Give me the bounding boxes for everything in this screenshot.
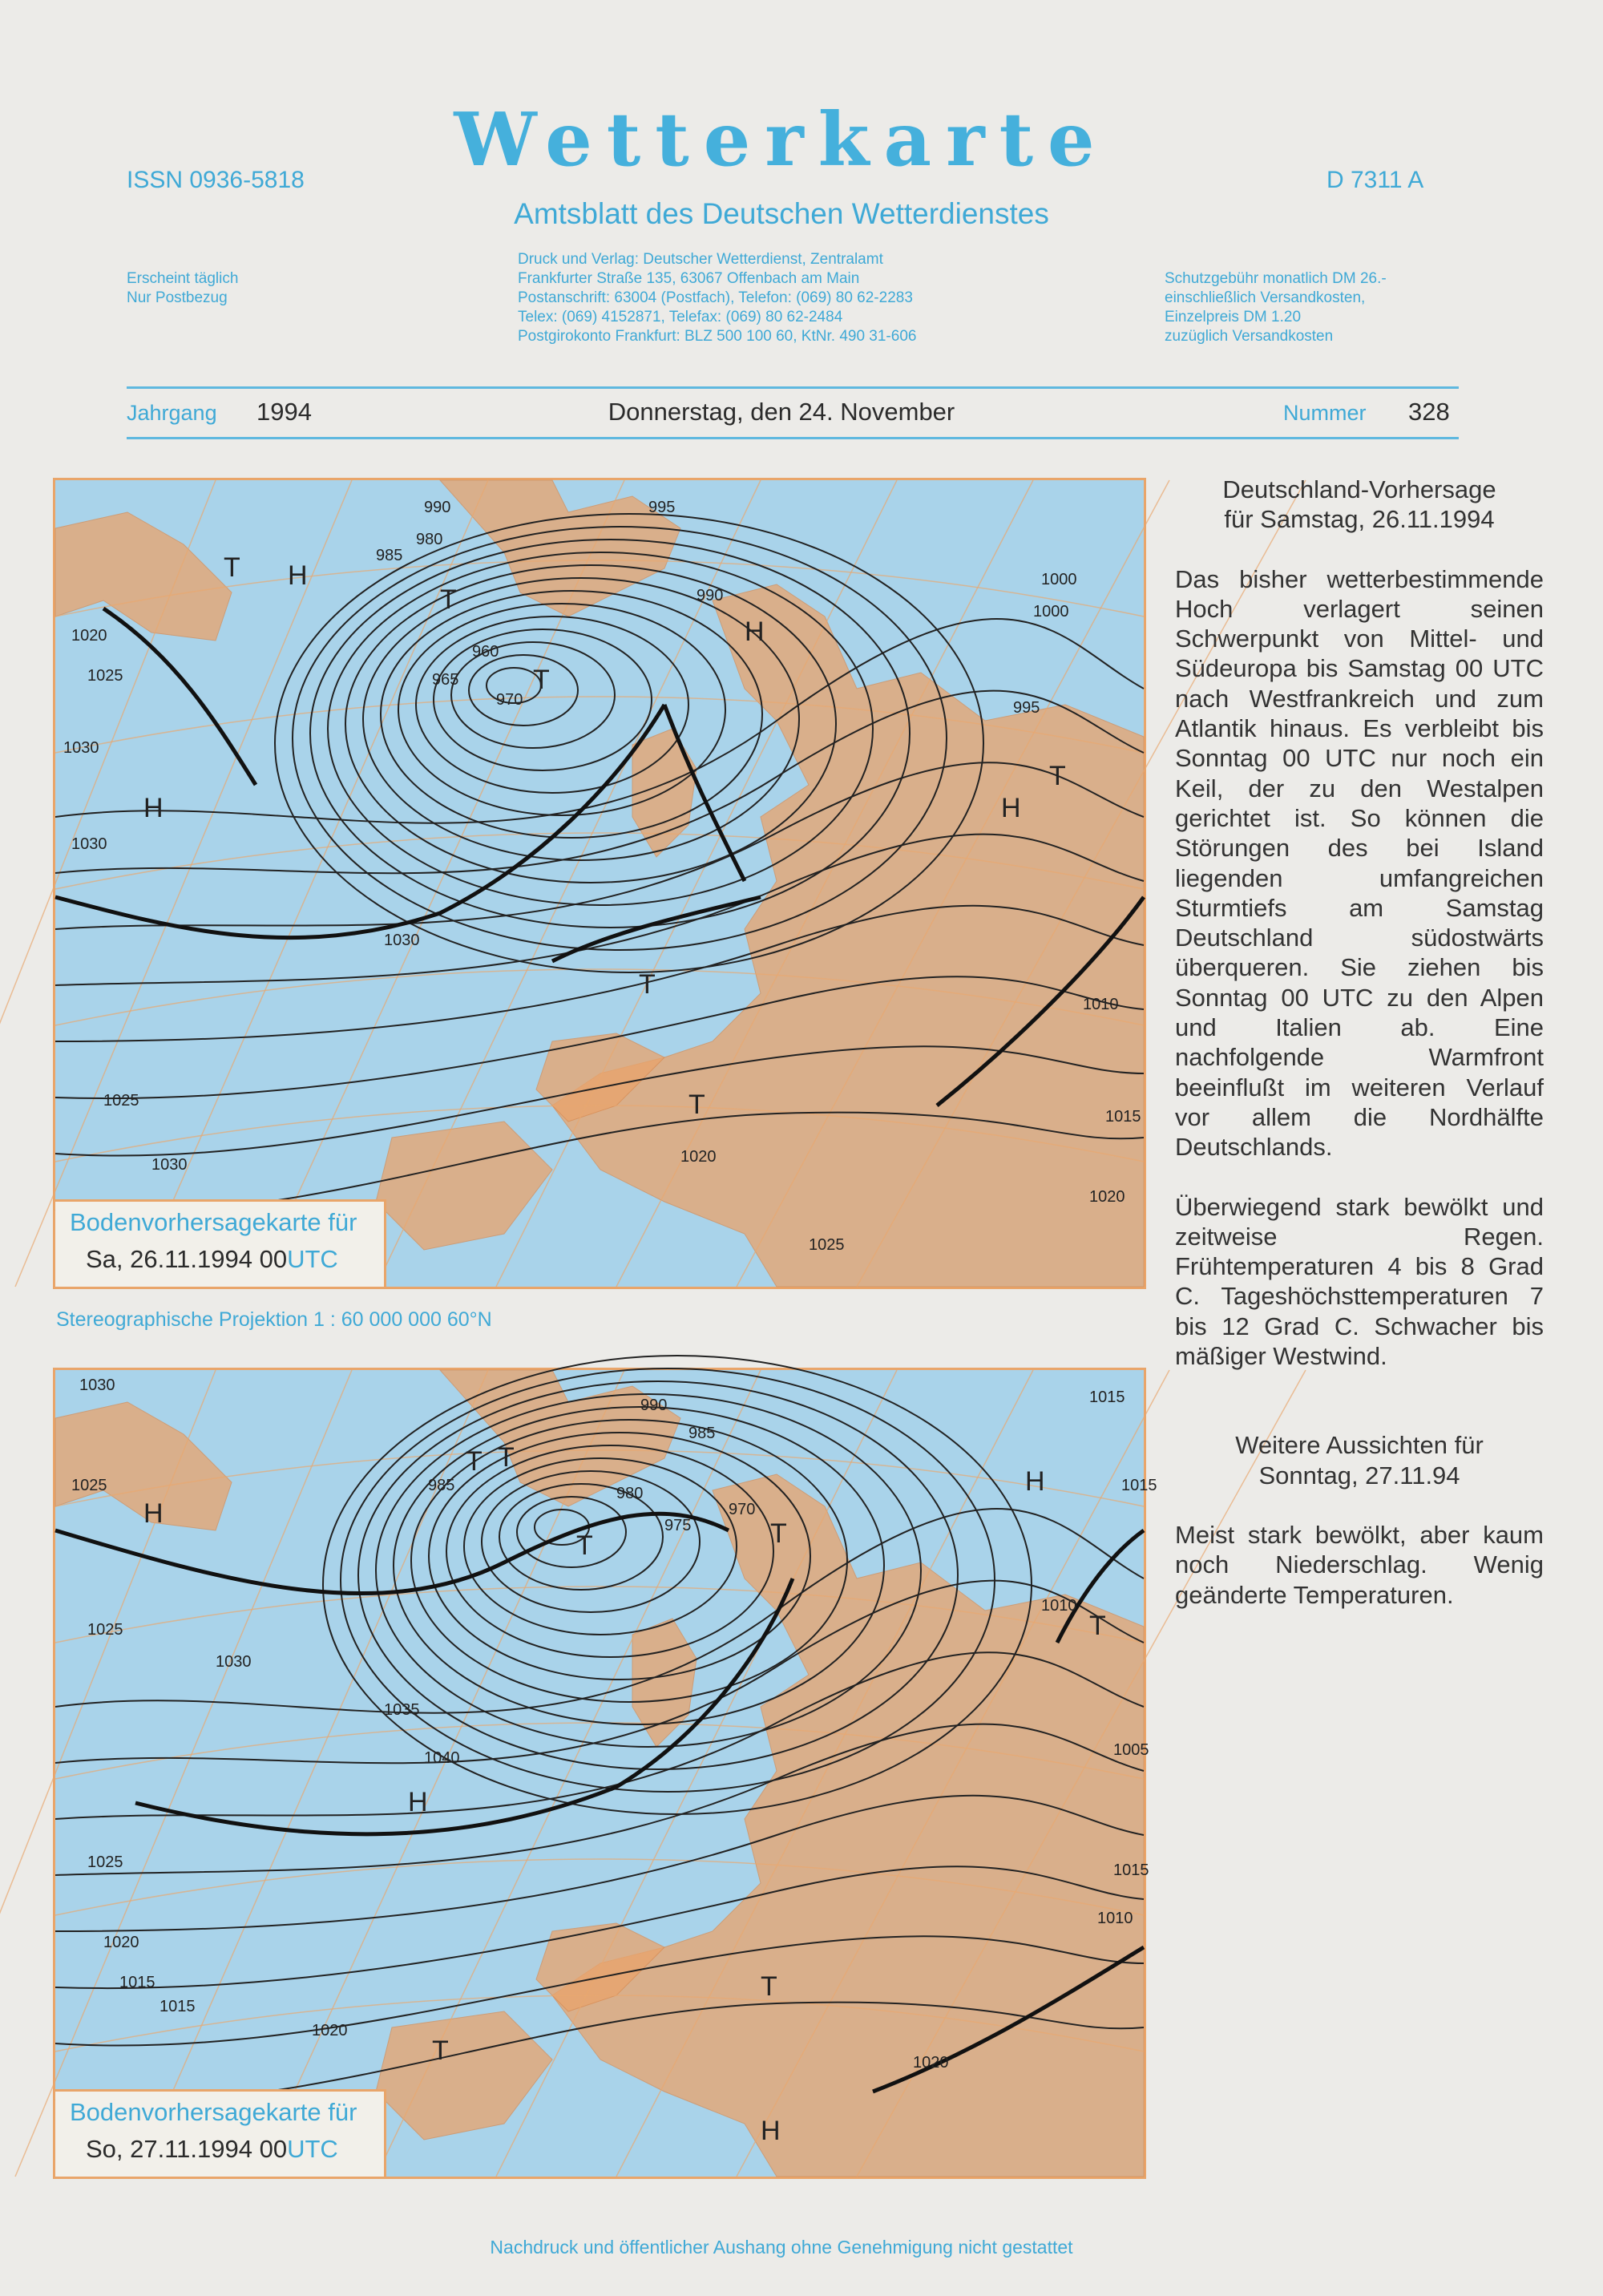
high-pressure-marker: H xyxy=(408,1787,428,1817)
isobar-label: 1020 xyxy=(103,1934,139,1951)
isobar-label: 990 xyxy=(424,499,451,516)
divider xyxy=(127,386,1459,389)
isobar-label: 1010 xyxy=(1041,1597,1077,1615)
isobar-label: 1015 xyxy=(1105,1108,1141,1126)
isobar-label: 965 xyxy=(432,671,459,689)
nummer-value: 328 xyxy=(1408,398,1450,426)
forecast-map-sunday xyxy=(53,1368,1157,2179)
land-area xyxy=(55,512,232,641)
isobar-label: 1025 xyxy=(103,1092,139,1110)
page-title: Wetterkarte xyxy=(454,96,1109,183)
nummer-label: Nummer xyxy=(1283,401,1367,425)
caption-title: Bodenvorhersagekarte für xyxy=(70,2098,357,2126)
map-caption xyxy=(55,2089,386,2177)
low-pressure-marker: T xyxy=(1089,1611,1106,1641)
isobar xyxy=(469,655,578,726)
projection-note: Stereographische Projektion 1 : 60 000 000 60°N xyxy=(56,1308,492,1331)
isobar-label: 1035 xyxy=(384,1701,420,1719)
isobar-label: 1020 xyxy=(913,2054,949,2072)
caption-utc: UTC xyxy=(287,2135,338,2163)
isobar-label: 970 xyxy=(729,1501,756,1518)
low-pressure-marker: T xyxy=(639,969,656,1000)
jahrgang-label: Jahrgang xyxy=(127,401,217,425)
isobar-label: 995 xyxy=(648,499,676,516)
forecast-paragraph: Das bisher wetterbestimmende Hoch verlagert seinen Schwerpunkt von Mittel- und Südeuropa bis Samstag 00 UTC nach Westfrankreich und zum Atlantik hinaus. Es verbleibt bis Sonntag 00 UTC nur noch ein Keil, der zu den Westalpen gerichtet ist. So können die Störungen des bei Island liegenden umfangreichen Sturmtiefs am Samstag Deutschland südostwärts überqueren. Sie ziehen bis Sonntag 00 UTC zu den Alpen und Italien ab. Eine nachfolgende Warmfront beeinflußt im weiteren Verlauf vor allem die Nordhälfte Deutschlands. xyxy=(1175,564,1544,1162)
info-line: zuzüglich Versandkosten xyxy=(1165,328,1334,345)
low-pressure-marker: T xyxy=(576,1530,593,1561)
isobar-label: 985 xyxy=(376,547,403,564)
info-line: Erscheint täglich xyxy=(127,270,239,287)
price-info xyxy=(1165,269,1387,346)
isobar-label: 1025 xyxy=(87,1853,123,1871)
high-pressure-marker: H xyxy=(1025,1466,1045,1497)
high-pressure-marker: H xyxy=(288,560,308,591)
isobar-label: 985 xyxy=(688,1425,716,1442)
low-pressure-marker: T xyxy=(466,1446,483,1477)
info-line: Telex: (069) 4152871, Telefax: (069) 80 62-2484 xyxy=(518,309,843,325)
isobar-label: 1025 xyxy=(71,1477,107,1494)
publisher-info xyxy=(518,250,916,346)
isobar-label: 1015 xyxy=(1121,1477,1157,1494)
high-pressure-marker: H xyxy=(745,616,765,647)
isobar-label: 1020 xyxy=(1089,1188,1125,1206)
jahrgang-value: 1994 xyxy=(256,398,312,426)
isobar-label: 1030 xyxy=(79,1376,115,1394)
low-pressure-marker: T xyxy=(440,584,457,615)
map-drawing xyxy=(55,480,1144,1287)
isobar-label: 1030 xyxy=(63,739,99,757)
publication-frequency xyxy=(127,269,238,308)
weather-front xyxy=(552,897,761,961)
isobar-label: 1030 xyxy=(216,1653,252,1671)
caption-date-text: So, 27.11.1994 00 xyxy=(86,2135,288,2163)
forecast-weather-paragraph: Überwiegend stark bewölkt und zeitweise Regen. Frühtemperaturen 4 bis 8 Grad C. Tageshöchsttemperaturen 7 bis 12 Grad C. Schwacher bis mäßiger Westwind. xyxy=(1175,1192,1544,1371)
isobar-label: 960 xyxy=(472,643,499,661)
low-pressure-marker: T xyxy=(533,665,550,695)
low-pressure-marker: T xyxy=(688,1089,705,1120)
isobar-label: 1015 xyxy=(159,1998,196,2015)
info-line: Frankfurter Straße 135, 63067 Offenbach am Main xyxy=(518,270,860,287)
forecast-heading-date: für Samstag, 26.11.1994 xyxy=(1224,505,1495,534)
isobar-label: 970 xyxy=(496,691,523,709)
low-pressure-marker: T xyxy=(761,1971,777,2002)
forecast-heading: Deutschland-Vorhersage xyxy=(1222,475,1496,503)
caption-date xyxy=(86,1245,338,1274)
isobar-label: 1025 xyxy=(87,667,123,685)
isobar-label: 1025 xyxy=(87,1621,123,1639)
issue-date: Donnerstag, den 24. November xyxy=(608,398,955,426)
outlook-heading: Weitere Aussichten für xyxy=(1235,1431,1484,1460)
caption-utc: UTC xyxy=(287,1245,338,1273)
divider xyxy=(127,437,1459,439)
caption-date-text: Sa, 26.11.1994 00 xyxy=(86,1245,288,1273)
isobar-label: 980 xyxy=(616,1485,644,1502)
info-line: Postanschrift: 63004 (Postfach), Telefon: (069) 80 62-2283 xyxy=(518,289,913,306)
footer-notice: Nachdruck und öffentlicher Aushang ohne Genehmigung nicht gestattet xyxy=(490,2237,1073,2258)
info-line: Postgirokonto Frankfurt: BLZ 500 100 60, KtNr. 490 31-606 xyxy=(518,328,917,345)
isobar-label: 990 xyxy=(640,1397,668,1414)
isobar-label: 1010 xyxy=(1097,1910,1133,1927)
caption-title: Bodenvorhersagekarte für xyxy=(70,1208,357,1236)
page-subtitle: Amtsblatt des Deutschen Wetterdienstes xyxy=(514,197,1049,230)
map-drawing xyxy=(55,1370,1157,2177)
outlook-paragraph: Meist stark bewölkt, aber kaum noch Niederschlag. Wenig geänderte Temperaturen. xyxy=(1175,1520,1544,1609)
map-caption xyxy=(55,1199,386,1287)
info-line: einschließlich Versandkosten, xyxy=(1165,289,1366,306)
isobar-label: 1030 xyxy=(384,932,420,949)
isobar-label: 1030 xyxy=(151,1156,188,1174)
issn: ISSN 0936-5818 xyxy=(127,167,305,193)
isobar-label: 990 xyxy=(697,587,724,604)
caption-date xyxy=(86,2135,338,2164)
isobar-label: 1000 xyxy=(1041,571,1077,588)
isobar-label: 1020 xyxy=(312,2022,348,2039)
isobar-label: 1015 xyxy=(1089,1389,1125,1406)
info-line: Schutzgebühr monatlich DM 26.- xyxy=(1165,270,1387,287)
high-pressure-marker: H xyxy=(1001,793,1021,823)
forecast-column xyxy=(1175,475,1544,1610)
isobar-label: 1015 xyxy=(119,1974,155,1991)
isobar-label: 1020 xyxy=(680,1148,717,1166)
isobar-label: 1040 xyxy=(424,1749,460,1767)
isobar-label: 1015 xyxy=(1113,1861,1149,1879)
isobar-label: 985 xyxy=(428,1477,455,1494)
info-line: Einzelpreis DM 1.20 xyxy=(1165,309,1302,325)
isobar-label: 1025 xyxy=(809,1236,845,1254)
isobar-label: 980 xyxy=(416,531,443,548)
info-line: Druck und Verlag: Deutscher Wetterdienst, Zentralamt xyxy=(518,251,883,268)
outlook-heading-date: Sonntag, 27.11.94 xyxy=(1258,1461,1460,1490)
isobar-label: 1005 xyxy=(1113,1741,1149,1759)
isobar-label: 975 xyxy=(664,1517,692,1534)
forecast-map-saturday xyxy=(53,478,1146,1289)
isobar-label: 1030 xyxy=(71,835,107,853)
isobar-label: 1020 xyxy=(71,627,107,645)
low-pressure-marker: T xyxy=(498,1442,515,1473)
isobar-label: 995 xyxy=(1013,699,1040,717)
low-pressure-marker: T xyxy=(224,552,240,583)
low-pressure-marker: T xyxy=(770,1518,787,1549)
isobar-label: 1010 xyxy=(1083,996,1119,1013)
low-pressure-marker: T xyxy=(432,2035,449,2066)
weather-front xyxy=(135,1578,793,1834)
high-pressure-marker: H xyxy=(761,2116,781,2146)
publication-code: D 7311 A xyxy=(1326,167,1424,193)
info-line: Nur Postbezug xyxy=(127,289,228,306)
high-pressure-marker: H xyxy=(143,793,164,823)
high-pressure-marker: H xyxy=(143,1498,164,1529)
isobar-label: 1000 xyxy=(1033,603,1069,620)
low-pressure-marker: T xyxy=(1049,761,1066,791)
